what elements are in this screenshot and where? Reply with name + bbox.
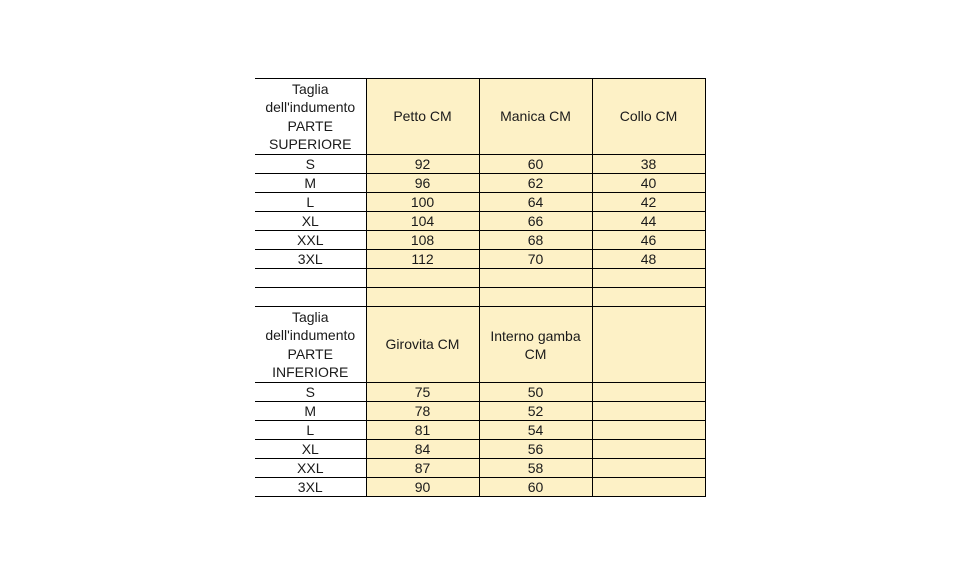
value-cell: 40 <box>592 174 705 193</box>
size-cell: S <box>255 383 366 402</box>
value-cell: 62 <box>479 174 592 193</box>
value-cell: 78 <box>366 402 479 421</box>
value-cell: 50 <box>479 383 592 402</box>
size-cell: M <box>255 174 366 193</box>
empty-cell <box>366 288 479 307</box>
size-cell: M <box>255 402 366 421</box>
value-cell: 60 <box>479 155 592 174</box>
value-cell: 87 <box>366 459 479 478</box>
value-cell: 100 <box>366 193 479 212</box>
value-cell: 56 <box>479 440 592 459</box>
value-cell: 48 <box>592 250 705 269</box>
value-cell <box>592 402 705 421</box>
value-cell <box>592 459 705 478</box>
table-row <box>255 174 705 193</box>
table-row <box>255 478 705 497</box>
value-cell: 38 <box>592 155 705 174</box>
empty-cell <box>479 288 592 307</box>
lower-col-empty <box>592 307 705 383</box>
value-cell: 68 <box>479 231 592 250</box>
value-cell: 44 <box>592 212 705 231</box>
size-cell: 3XL <box>255 478 366 497</box>
value-cell: 46 <box>592 231 705 250</box>
table-row <box>255 193 705 212</box>
value-cell: 90 <box>366 478 479 497</box>
value-cell <box>592 383 705 402</box>
lower-size-label: Taglia dell'indumento PARTE INFERIORE <box>255 307 366 383</box>
size-cell: XL <box>255 212 366 231</box>
upper-col-collo: Collo CM <box>592 79 705 155</box>
upper-col-petto: Petto CM <box>366 79 479 155</box>
value-cell: 42 <box>592 193 705 212</box>
table-row <box>255 212 705 231</box>
size-cell: L <box>255 421 366 440</box>
empty-cell <box>366 269 479 288</box>
value-cell: 112 <box>366 250 479 269</box>
lower-col-interno-gamba: Interno gamba CM <box>479 307 592 383</box>
upper-header-row <box>255 79 705 155</box>
upper-col-manica: Manica CM <box>479 79 592 155</box>
lower-header-row <box>255 307 705 383</box>
upper-size-label: Taglia dell'indumento PARTE SUPERIORE <box>255 79 366 155</box>
spacer-row <box>255 288 705 307</box>
value-cell: 75 <box>366 383 479 402</box>
table-row <box>255 250 705 269</box>
value-cell <box>592 478 705 497</box>
value-cell: 96 <box>366 174 479 193</box>
size-cell: 3XL <box>255 250 366 269</box>
size-cell: XL <box>255 440 366 459</box>
value-cell: 54 <box>479 421 592 440</box>
value-cell: 60 <box>479 478 592 497</box>
value-cell <box>592 440 705 459</box>
value-cell: 58 <box>479 459 592 478</box>
value-cell: 64 <box>479 193 592 212</box>
spacer-row <box>255 269 705 288</box>
size-cell: L <box>255 193 366 212</box>
empty-cell <box>592 288 705 307</box>
value-cell: 66 <box>479 212 592 231</box>
size-cell: S <box>255 155 366 174</box>
size-cell: XXL <box>255 231 366 250</box>
size-chart-table <box>255 78 706 497</box>
empty-cell <box>255 288 366 307</box>
table-row <box>255 155 705 174</box>
empty-cell <box>255 269 366 288</box>
value-cell: 70 <box>479 250 592 269</box>
empty-cell <box>479 269 592 288</box>
table-row <box>255 231 705 250</box>
value-cell: 52 <box>479 402 592 421</box>
lower-col-girovita: Girovita CM <box>366 307 479 383</box>
value-cell: 92 <box>366 155 479 174</box>
size-cell: XXL <box>255 459 366 478</box>
empty-cell <box>592 269 705 288</box>
value-cell: 108 <box>366 231 479 250</box>
value-cell: 84 <box>366 440 479 459</box>
value-cell <box>592 421 705 440</box>
table-row <box>255 459 705 478</box>
value-cell: 81 <box>366 421 479 440</box>
value-cell: 104 <box>366 212 479 231</box>
table-row <box>255 421 705 440</box>
table-row <box>255 402 705 421</box>
table-row <box>255 440 705 459</box>
table-row <box>255 383 705 402</box>
